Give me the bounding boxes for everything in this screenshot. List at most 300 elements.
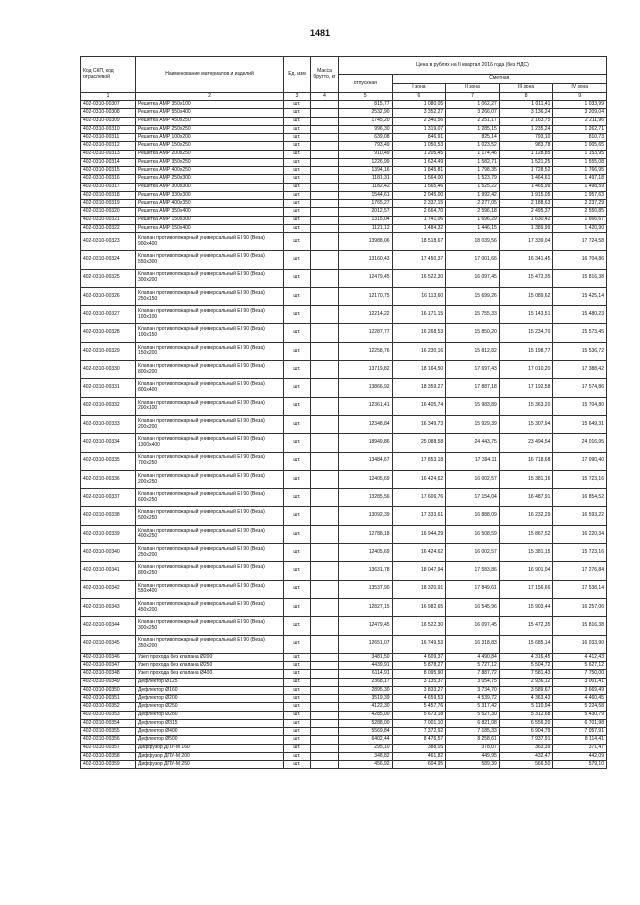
cell-name: Узел прохода без клапана Ø200 (136, 653, 284, 661)
cell-zone-3-price: 6 556,20 (499, 719, 553, 727)
cell-name: Клапан противопожарный универсальный EI 90 (Веза) 800х200 (136, 361, 284, 379)
table-row (81, 208, 607, 216)
cell-zone-3-price: 1 389,99 (499, 224, 553, 232)
table-row (81, 635, 607, 653)
cell-release-price: 910,49 (339, 150, 393, 158)
cell-name: Клапан противопожарный универсальный EI 90 (Веза) 200х250 (136, 470, 284, 488)
cell-zone-4-price: 1 498,59 (553, 183, 607, 191)
cell-zone-4-price: 579,10 (553, 761, 607, 769)
price-table (80, 56, 607, 769)
table-row (81, 142, 607, 150)
cell-zone-1-price: 604,95 (392, 761, 446, 769)
cell-zone-3-price: 15 234,70 (499, 324, 553, 342)
cell-zone-2-price: 1 446,15 (446, 224, 500, 232)
cell-zone-1-price: 1 050,53 (392, 142, 446, 150)
cell-zone-2-price: 1 523,79 (446, 175, 500, 183)
cell-code: 402-0310-00307 (81, 101, 136, 109)
cell-name: Клапан противопожарный универсальный EI 90 (Веза) 1300х400 (136, 434, 284, 452)
cell-zone-4-price: 24 016,95 (553, 434, 607, 452)
cell-release-price: 1181,31 (339, 175, 393, 183)
table-row (81, 125, 607, 133)
column-number: 9 (553, 93, 607, 101)
cell-unit: шт. (284, 117, 311, 125)
cell-zone-2-price: 17 697,43 (446, 361, 500, 379)
cell-name: Дефлектор Ø125 (136, 678, 284, 686)
cell-mass (311, 287, 339, 305)
cell-zone-1-price: 2 664,70 (392, 208, 446, 216)
cell-code: 402-0310-00322 (81, 224, 136, 232)
cell-unit: шт. (284, 752, 311, 760)
cell-zone-2-price: 17 154,04 (446, 489, 500, 507)
cell-mass (311, 125, 339, 133)
cell-code: 402-0310-00356 (81, 736, 136, 744)
cell-zone-4-price: 16 704,86 (553, 251, 607, 269)
cell-zone-4-price: 1 497,18 (553, 175, 607, 183)
table-row (81, 695, 607, 703)
cell-release-price: 1765,27 (339, 200, 393, 208)
cell-zone-1-price: 388,05 (392, 744, 446, 752)
cell-zone-3-price: 16 901,04 (499, 562, 553, 580)
cell-zone-4-price: 15 816,38 (553, 269, 607, 287)
cell-unit: шт. (284, 379, 311, 397)
cell-zone-2-price: 6 821,08 (446, 719, 500, 727)
cell-release-price: 12405,69 (339, 470, 393, 488)
cell-mass (311, 269, 339, 287)
cell-zone-4-price: 17 538,14 (553, 580, 607, 598)
cell-release-price: 456,92 (339, 761, 393, 769)
header-zone-3: III зона (499, 84, 553, 93)
cell-zone-2-price: 589,39 (446, 761, 500, 769)
cell-code: 402-0310-00346 (81, 653, 136, 661)
cell-zone-3-price: 16 718,68 (499, 452, 553, 470)
cell-code: 402-0310-00334 (81, 434, 136, 452)
cell-zone-2-price: 1 525,22 (446, 183, 500, 191)
cell-zone-2-price: 16 508,59 (446, 525, 500, 543)
cell-name: Дефлектор Ø160 (136, 686, 284, 694)
cell-name: Решетка АМР 300х300 (136, 183, 284, 191)
cell-zone-2-price: 825,14 (446, 134, 500, 142)
table-row (81, 379, 607, 397)
cell-code: 402-0310-00313 (81, 150, 136, 158)
cell-release-price: 12479,45 (339, 617, 393, 635)
cell-release-price: 12827,15 (339, 598, 393, 616)
cell-zone-2-price: 449,95 (446, 752, 500, 760)
cell-zone-4-price: 7 057,91 (553, 728, 607, 736)
cell-code: 402-0310-00359 (81, 761, 136, 769)
cell-name: Диффузор ДПУ-М 200 (136, 752, 284, 760)
table-row (81, 544, 607, 562)
cell-unit: шт. (284, 324, 311, 342)
cell-name: Клапан противопожарный универсальный EI 90 (Веза) 550х300 (136, 251, 284, 269)
cell-name: Диффузор ДПУ-М 250 (136, 761, 284, 769)
column-number: 1 (81, 93, 136, 101)
cell-zone-3-price: 17 156,66 (499, 580, 553, 598)
cell-release-price: 12361,41 (339, 397, 393, 415)
cell-name: Клапан противопожарный универсальный EI 90 (Веза) 200х200 (136, 415, 284, 433)
cell-zone-2-price: 18 039,56 (446, 233, 500, 251)
cell-release-price: 1226,99 (339, 158, 393, 166)
cell-zone-3-price: 1 128,85 (499, 150, 553, 158)
cell-name: Решетка АМР 200х250 (136, 150, 284, 158)
cell-zone-3-price: 15 143,51 (499, 306, 553, 324)
cell-release-price: 996,30 (339, 125, 393, 133)
cell-zone-2-price: 17 849,61 (446, 580, 500, 598)
header-price-group: Цена в рублях на II квартал 2016 года (без НДС) (339, 57, 607, 75)
cell-release-price: 2895,30 (339, 686, 393, 694)
cell-zone-1-price: 1 845,81 (392, 167, 446, 175)
cell-zone-4-price: 1 666,67 (553, 216, 607, 224)
cell-zone-1-price: 1 205,45 (392, 150, 446, 158)
cell-zone-2-price: 3 266,07 (446, 109, 500, 117)
cell-zone-4-price: 8 114,41 (553, 736, 607, 744)
cell-zone-2-price: 5 527,30 (446, 711, 500, 719)
cell-unit: шт. (284, 617, 311, 635)
cell-zone-3-price: 983,78 (499, 142, 553, 150)
cell-zone-3-price: 566,50 (499, 761, 553, 769)
table-row (81, 324, 607, 342)
cell-zone-1-price: 5 673,18 (392, 711, 446, 719)
table-row (81, 183, 607, 191)
cell-name: Дефлектор Ø250 (136, 703, 284, 711)
cell-zone-4-price: 2 550,85 (553, 208, 607, 216)
cell-zone-2-price: 15 812,82 (446, 342, 500, 360)
table-row (81, 719, 607, 727)
cell-zone-4-price: 810,73 (553, 134, 607, 142)
cell-zone-2-price: 15 983,89 (446, 397, 500, 415)
cell-name: Клапан противопожарный универсальный EI 90 (Веза) 250х200 (136, 544, 284, 562)
cell-name: Решетка АМР 100х200 (136, 134, 284, 142)
cell-unit: шт. (284, 703, 311, 711)
cell-zone-2-price: 16 002,57 (446, 470, 500, 488)
cell-zone-2-price: 2 251,17 (446, 117, 500, 125)
cell-mass (311, 711, 339, 719)
cell-code: 402-0310-00316 (81, 175, 136, 183)
cell-zone-2-price: 8 258,61 (446, 736, 500, 744)
cell-code: 402-0310-00349 (81, 678, 136, 686)
cell-name: Клапан противопожарный универсальный EI 90 (Веза) 800х400 (136, 379, 284, 397)
cell-zone-1-price: 3 833,27 (392, 686, 446, 694)
cell-mass (311, 224, 339, 232)
table-row (81, 686, 607, 694)
table-row (81, 158, 607, 166)
table-row (81, 562, 607, 580)
cell-zone-2-price: 17 001,66 (446, 251, 500, 269)
cell-release-price: 2012,57 (339, 208, 393, 216)
cell-zone-3-price: 17 010,20 (499, 361, 553, 379)
table-row (81, 711, 607, 719)
cell-mass (311, 562, 339, 580)
cell-zone-1-price: 17 333,61 (392, 507, 446, 525)
cell-code: 402-0310-00317 (81, 183, 136, 191)
cell-zone-4-price: 1 005,65 (553, 142, 607, 150)
cell-code: 402-0310-00312 (81, 142, 136, 150)
cell-zone-1-price: 16 522,30 (392, 617, 446, 635)
cell-name: Клапан противопожарный универсальный EI 90 (Веза) 300х250 (136, 617, 284, 635)
cell-zone-1-price: 25 088,58 (392, 434, 446, 452)
cell-unit: шт. (284, 167, 311, 175)
cell-zone-4-price: 15 480,23 (553, 306, 607, 324)
cell-release-price: 2368,17 (339, 678, 393, 686)
cell-mass (311, 434, 339, 452)
cell-zone-2-price: 1 992,42 (446, 191, 500, 199)
cell-zone-3-price: 432,47 (499, 752, 553, 760)
cell-zone-3-price: 5 504,72 (499, 662, 553, 670)
cell-name: Решетка АМР 350х100 (136, 101, 284, 109)
cell-release-price: 348,82 (339, 752, 393, 760)
cell-name: Клапан противопожарный универсальный EI 90 (Веза) 250х150 (136, 287, 284, 305)
cell-name: Решетка АМР 250х300 (136, 175, 284, 183)
cell-zone-1-price: 2 340,56 (392, 117, 446, 125)
cell-zone-2-price: 17 583,86 (446, 562, 500, 580)
cell-zone-1-price: 16 113,60 (392, 287, 446, 305)
table-row (81, 224, 607, 232)
cell-mass (311, 703, 339, 711)
cell-zone-1-price: 7 001,10 (392, 719, 446, 727)
cell-unit: шт. (284, 562, 311, 580)
cell-unit: шт. (284, 470, 311, 488)
cell-zone-1-price: 16 522,30 (392, 269, 446, 287)
cell-zone-3-price: 4 316,45 (499, 653, 553, 661)
cell-zone-4-price: 5 224,58 (553, 703, 607, 711)
cell-zone-2-price: 2 596,18 (446, 208, 500, 216)
cell-zone-3-price: 16 487,91 (499, 489, 553, 507)
cell-code: 402-0310-00357 (81, 744, 136, 752)
cell-unit: шт. (284, 251, 311, 269)
cell-code: 402-0310-00329 (81, 342, 136, 360)
cell-code: 402-0310-00318 (81, 191, 136, 199)
table-row (81, 200, 607, 208)
cell-zone-2-price: 378,07 (446, 744, 500, 752)
cell-release-price: 295,10 (339, 744, 393, 752)
cell-release-price: 4285,00 (339, 711, 393, 719)
cell-release-price: 2532,90 (339, 109, 393, 117)
cell-zone-4-price: 6 701,98 (553, 719, 607, 727)
cell-zone-1-price: 16 405,74 (392, 397, 446, 415)
cell-release-price: 12788,18 (339, 525, 393, 543)
cell-zone-4-price: 5 430,79 (553, 711, 607, 719)
cell-name: Решетка АМР 150х300 (136, 216, 284, 224)
cell-release-price: 13719,82 (339, 361, 393, 379)
cell-name: Решетка АМР 400х250 (136, 167, 284, 175)
column-number: 6 (392, 93, 446, 101)
header-name: Наименование материалов и изделий (136, 57, 284, 93)
cell-zone-2-price: 16 097,45 (446, 269, 500, 287)
cell-release-price: 13988,06 (339, 233, 393, 251)
cell-unit: шт. (284, 200, 311, 208)
cell-zone-3-price: 16 232,29 (499, 507, 553, 525)
cell-release-price: 13285,56 (339, 489, 393, 507)
table-row (81, 670, 607, 678)
cell-mass (311, 233, 339, 251)
cell-zone-1-price: 1 741,06 (392, 216, 446, 224)
table-row (81, 361, 607, 379)
cell-unit: шт. (284, 736, 311, 744)
cell-mass (311, 761, 339, 769)
cell-zone-3-price: 1 630,42 (499, 216, 553, 224)
table-row (81, 617, 607, 635)
cell-zone-3-price: 2 936,12 (499, 678, 553, 686)
cell-zone-3-price: 1 235,24 (499, 125, 553, 133)
cell-zone-1-price: 16 230,16 (392, 342, 446, 360)
cell-zone-4-price: 16 257,06 (553, 598, 607, 616)
cell-unit: шт. (284, 580, 311, 598)
cell-unit: шт. (284, 452, 311, 470)
table-row (81, 580, 607, 598)
cell-code: 402-0310-00347 (81, 662, 136, 670)
cell-mass (311, 617, 339, 635)
cell-zone-3-price: 3 589,67 (499, 686, 553, 694)
cell-zone-1-price: 8 095,90 (392, 670, 446, 678)
cell-release-price: 1182,42 (339, 183, 393, 191)
cell-release-price: 1544,61 (339, 191, 393, 199)
cell-code: 402-0310-00320 (81, 208, 136, 216)
cell-mass (311, 101, 339, 109)
cell-release-price: 12479,45 (339, 269, 393, 287)
cell-name: Решетка АМР 350х250 (136, 158, 284, 166)
cell-code: 402-0310-00345 (81, 635, 136, 653)
cell-unit: шт. (284, 150, 311, 158)
cell-mass (311, 324, 339, 342)
cell-name: Решетка АМР 400х350 (136, 200, 284, 208)
cell-zone-4-price: 2 237,29 (553, 200, 607, 208)
cell-unit: шт. (284, 507, 311, 525)
cell-unit: шт. (284, 142, 311, 150)
cell-zone-4-price: 4 412,43 (553, 653, 607, 661)
cell-zone-2-price: 24 443,75 (446, 434, 500, 452)
cell-zone-2-price: 5 727,12 (446, 662, 500, 670)
cell-zone-3-price: 15 307,94 (499, 415, 553, 433)
cell-zone-2-price: 17 394,11 (446, 452, 500, 470)
table-row (81, 752, 607, 760)
cell-zone-3-price: 2 495,37 (499, 208, 553, 216)
cell-mass (311, 167, 339, 175)
cell-name: Дефлектор Ø315 (136, 719, 284, 727)
table-row (81, 470, 607, 488)
table-row (81, 175, 607, 183)
cell-unit: шт. (284, 695, 311, 703)
cell-name: Клапан противопожарный универсальный EI 90 (Веза) 900х400 (136, 233, 284, 251)
cell-zone-3-price: 15 381,16 (499, 470, 553, 488)
cell-code: 402-0310-00309 (81, 117, 136, 125)
table-row (81, 415, 607, 433)
cell-name: Клапан противопожарный универсальный EI 90 (Веза) 350х200 (136, 635, 284, 653)
cell-unit: шт. (284, 415, 311, 433)
cell-release-price: 6402,44 (339, 736, 393, 744)
cell-zone-1-price: 1 565,46 (392, 183, 446, 191)
cell-zone-4-price: 15 649,31 (553, 415, 607, 433)
cell-mass (311, 183, 339, 191)
cell-zone-1-price: 846,91 (392, 134, 446, 142)
cell-zone-1-price: 461,82 (392, 752, 446, 760)
cell-zone-1-price: 1 484,32 (392, 224, 446, 232)
cell-zone-1-price: 18 518,67 (392, 233, 446, 251)
cell-unit: шт. (284, 216, 311, 224)
cell-zone-1-price: 16 171,15 (392, 306, 446, 324)
cell-unit: шт. (284, 125, 311, 133)
cell-mass (311, 653, 339, 661)
cell-unit: шт. (284, 635, 311, 653)
cell-unit: шт. (284, 183, 311, 191)
cell-code: 402-0310-00310 (81, 125, 136, 133)
cell-zone-4-price: 15 704,80 (553, 397, 607, 415)
cell-zone-4-price: 7 750,00 (553, 670, 607, 678)
cell-unit: шт. (284, 287, 311, 305)
cell-code: 402-0310-00315 (81, 167, 136, 175)
cell-zone-2-price: 7 185,33 (446, 728, 500, 736)
cell-code: 402-0310-00336 (81, 470, 136, 488)
cell-mass (311, 175, 339, 183)
table-row (81, 728, 607, 736)
cell-zone-3-price: 1 915,05 (499, 191, 553, 199)
table-row (81, 233, 607, 251)
cell-zone-3-price: 1 465,99 (499, 183, 553, 191)
cell-release-price: 639,08 (339, 134, 393, 142)
cell-name: Решетка АМР 450х250 (136, 117, 284, 125)
cell-zone-1-price: 2 045,00 (392, 191, 446, 199)
cell-code: 402-0310-00339 (81, 525, 136, 543)
cell-zone-3-price: 5 312,68 (499, 711, 553, 719)
cell-zone-3-price: 15 903,44 (499, 598, 553, 616)
cell-zone-3-price: 4 363,43 (499, 695, 553, 703)
table-row (81, 761, 607, 769)
cell-zone-3-price: 16 341,45 (499, 251, 553, 269)
cell-mass (311, 695, 339, 703)
header-release: отпускная (339, 75, 393, 93)
cell-name: Клапан противопожарный универсальный EI 90 (Веза) 550х400 (136, 580, 284, 598)
cell-zone-2-price: 7 887,72 (446, 670, 500, 678)
column-number: 8 (499, 93, 553, 101)
table-row (81, 736, 607, 744)
cell-release-price: 4439,91 (339, 662, 393, 670)
cell-mass (311, 635, 339, 653)
cell-zone-4-price: 3 669,49 (553, 686, 607, 694)
table-row (81, 489, 607, 507)
cell-mass (311, 379, 339, 397)
table-row (81, 452, 607, 470)
cell-zone-3-price: 6 904,79 (499, 728, 553, 736)
cell-mass (311, 208, 339, 216)
cell-mass (311, 109, 339, 117)
cell-zone-1-price: 2 337,15 (392, 200, 446, 208)
cell-mass (311, 361, 339, 379)
table-row (81, 342, 607, 360)
cell-unit: шт. (284, 191, 311, 199)
page-number: 1481 (309, 28, 331, 38)
cell-unit: шт. (284, 269, 311, 287)
cell-zone-1-price: 16 349,73 (392, 415, 446, 433)
cell-name: Узел прохода без клапана Ø250 (136, 662, 284, 670)
cell-zone-1-price: 18 320,91 (392, 580, 446, 598)
cell-zone-2-price: 16 545,96 (446, 598, 500, 616)
cell-name: Дефлектор Ø500 (136, 736, 284, 744)
cell-zone-2-price: 1 174,46 (446, 150, 500, 158)
cell-zone-1-price: 16 424,62 (392, 544, 446, 562)
cell-zone-3-price: 793,10 (499, 134, 553, 142)
cell-zone-4-price: 17 090,40 (553, 452, 607, 470)
cell-unit: шт. (284, 686, 311, 694)
cell-zone-2-price: 4 490,84 (446, 653, 500, 661)
cell-code: 402-0310-00350 (81, 686, 136, 694)
table-row (81, 703, 607, 711)
cell-zone-4-price: 15 536,72 (553, 342, 607, 360)
cell-zone-4-price: 1 766,95 (553, 167, 607, 175)
cell-release-price: 1745,20 (339, 117, 393, 125)
cell-name: Клапан противопожарный универсальный EI 90 (Веза) 450х200 (136, 598, 284, 616)
cell-release-price: 3519,39 (339, 695, 393, 703)
cell-mass (311, 200, 339, 208)
cell-code: 402-0310-00338 (81, 507, 136, 525)
cell-release-price: 12170,75 (339, 287, 393, 305)
